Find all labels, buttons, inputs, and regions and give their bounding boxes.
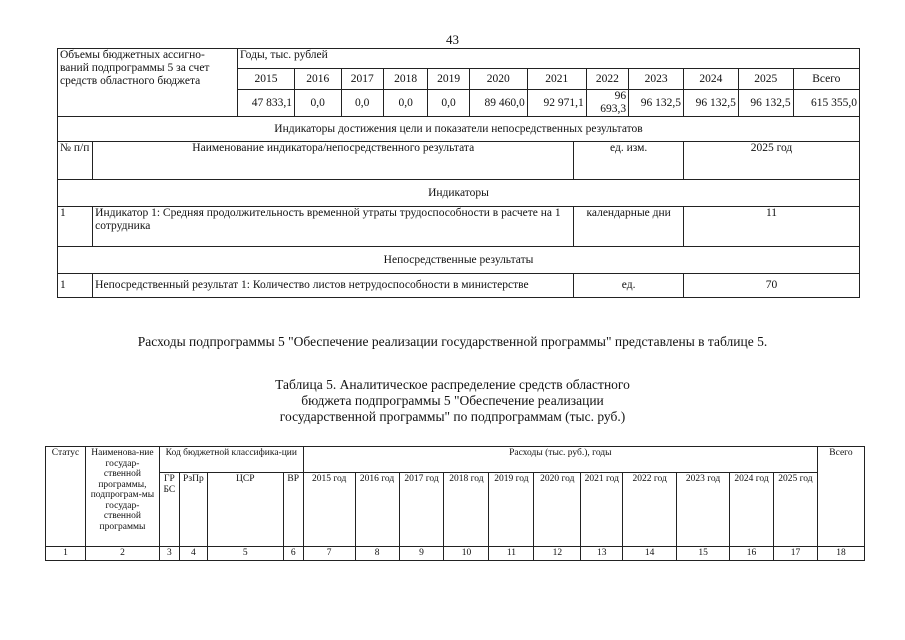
funding-value: 89 460,0 xyxy=(469,90,527,117)
year-col: 2017 год xyxy=(399,473,444,547)
year-cell: 2018 xyxy=(383,69,427,90)
funding-value: 0,0 xyxy=(428,90,469,117)
column-number: 4 xyxy=(179,547,207,561)
year-cell: Всего xyxy=(793,69,859,90)
column-number: 11 xyxy=(489,547,534,561)
header-total: Всего xyxy=(817,447,864,547)
year-cell: 2024 xyxy=(683,69,738,90)
funding-value: 0,0 xyxy=(383,90,427,117)
year-col: 2016 год xyxy=(355,473,399,547)
subprogram-passport-table xyxy=(57,48,860,298)
column-number: 16 xyxy=(730,547,774,561)
result-name: Непосредственный результат 1: Количество листов нетрудоспособности в министерстве xyxy=(93,274,574,298)
code-col-csr: ЦСР xyxy=(207,473,283,547)
year-col: 2020 год xyxy=(534,473,581,547)
column-number: 14 xyxy=(623,547,677,561)
caption-line: государственной программы" по подпрограммам (тыс. руб.) xyxy=(279,409,626,424)
funding-value: 0,0 xyxy=(341,90,383,117)
funding-label-line: средств областного бюджета xyxy=(60,75,201,87)
year-col: 2023 год xyxy=(677,473,730,547)
year-cell: 2025 xyxy=(738,69,793,90)
indicator-value: 11 xyxy=(683,207,859,247)
code-col-vr: ВР xyxy=(283,473,303,547)
column-number: 15 xyxy=(677,547,730,561)
funding-value: 92 971,1 xyxy=(527,90,586,117)
funding-label-cell xyxy=(58,49,238,117)
column-number: 3 xyxy=(159,547,179,561)
funding-value: 96 132,5 xyxy=(683,90,738,117)
year-cell: 2020 xyxy=(469,69,527,90)
indicators-section-title: Индикаторы достижения цели и показатели непосредственных результатов xyxy=(58,117,860,142)
year-cell: 2017 xyxy=(341,69,383,90)
results-group-title: Непосредственные результаты xyxy=(58,247,860,274)
column-number: 12 xyxy=(534,547,581,561)
caption-line: бюджета подпрограммы 5 "Обеспечение реализации xyxy=(301,393,604,408)
expenses-paragraph: Расходы подпрограммы 5 "Обеспечение реализации государственной программы" представлены в таблице 5. xyxy=(137,334,768,349)
year-col: 2022 год xyxy=(623,473,677,547)
year-col: 2019 год xyxy=(489,473,534,547)
header-year: 2025 год xyxy=(683,142,859,180)
years-header: Годы, тыс. рублей xyxy=(238,49,860,69)
year-cell: 2021 xyxy=(527,69,586,90)
table5-caption xyxy=(0,377,905,425)
column-number: 6 xyxy=(283,547,303,561)
indicator-unit: календарные дни xyxy=(574,207,684,247)
year-cell: 2022 xyxy=(586,69,628,90)
header-unit: ед. изм. xyxy=(574,142,684,180)
header-indicator-name: Наименование индикатора/непосредственного результата xyxy=(93,142,574,180)
code-col-rzpr: РзПр xyxy=(179,473,207,547)
column-number: 9 xyxy=(399,547,444,561)
result-value: 70 xyxy=(683,274,859,298)
column-number: 13 xyxy=(581,547,623,561)
year-col: 2021 год xyxy=(581,473,623,547)
header-budget-code: Код бюджетной классифика-ции xyxy=(159,447,303,473)
column-number: 18 xyxy=(817,547,864,561)
result-unit: ед. xyxy=(574,274,684,298)
funding-value: 0,0 xyxy=(294,90,341,117)
funding-value: 96 132,5 xyxy=(738,90,793,117)
header-number: № п/п xyxy=(58,142,93,180)
header-status: Статус xyxy=(46,447,86,547)
column-number: 5 xyxy=(207,547,283,561)
year-cell: 2015 xyxy=(238,69,295,90)
row-number: 1 xyxy=(58,274,93,298)
year-col: 2018 год xyxy=(444,473,489,547)
year-cell: 2019 xyxy=(428,69,469,90)
indicators-group-title: Индикаторы xyxy=(58,180,860,207)
funding-label-line: Объемы бюджетных ассигно- xyxy=(60,49,205,61)
table5 xyxy=(45,446,865,561)
funding-label-line: ваний подпрограммы 5 за счет xyxy=(60,62,210,74)
funding-value: 96 693,3 xyxy=(586,90,628,117)
year-cell: 2016 xyxy=(294,69,341,90)
caption-line: Таблица 5. Аналитическое распределение средств областного xyxy=(275,377,630,392)
header-program-name: Наименова-ние государ-ственной программы, подпрограм-мы государ-ственной программы xyxy=(85,447,159,547)
funding-value: 47 833,1 xyxy=(238,90,295,117)
funding-value: 96 132,5 xyxy=(629,90,684,117)
year-col: 2024 год xyxy=(730,473,774,547)
year-col: 2015 год xyxy=(303,473,355,547)
funding-value: 615 355,0 xyxy=(793,90,859,117)
column-number: 17 xyxy=(773,547,817,561)
column-number: 1 xyxy=(46,547,86,561)
page-number: 43 xyxy=(446,32,459,47)
column-number: 7 xyxy=(303,547,355,561)
column-number: 2 xyxy=(85,547,159,561)
code-col-grbs: ГР БС xyxy=(159,473,179,547)
column-number: 8 xyxy=(355,547,399,561)
header-expenses: Расходы (тыс. руб.), годы xyxy=(303,447,817,473)
row-number: 1 xyxy=(58,207,93,247)
year-col: 2025 год xyxy=(773,473,817,547)
indicator-name: Индикатор 1: Средняя продолжительность временной утраты трудоспособности в расчете на 1 сотрудника xyxy=(93,207,574,247)
column-number: 10 xyxy=(444,547,489,561)
year-cell: 2023 xyxy=(629,69,684,90)
